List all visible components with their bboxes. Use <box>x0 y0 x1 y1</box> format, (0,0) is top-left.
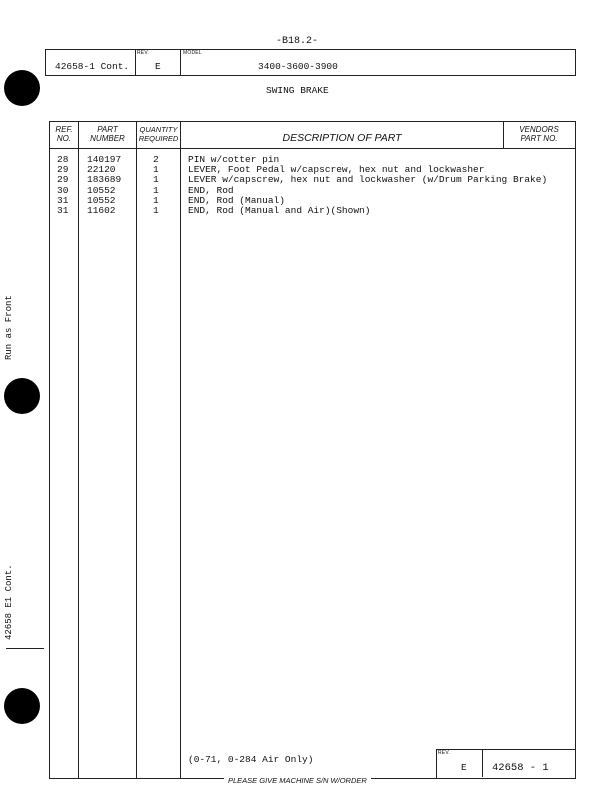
row-description: PIN w/cotter pin <box>188 154 280 165</box>
row-part-number: 22120 <box>87 164 116 176</box>
col-header-vendors-part-no: VENDORS PART NO. <box>519 125 559 143</box>
margin-rule <box>6 648 44 649</box>
header-rev-value: E <box>155 61 161 72</box>
run-as-front-label: Run as Front <box>4 295 14 360</box>
row-ref-no: 28 <box>57 154 69 165</box>
row-part-number: 10552 <box>87 184 116 196</box>
col-header-ref-no: REF. NO. <box>55 125 73 143</box>
row-description: END, Rod <box>188 184 234 196</box>
row-quantity: 1 <box>153 174 159 186</box>
page-number: -B18.2- <box>276 36 319 47</box>
footer-rev-label: REV. <box>438 750 451 756</box>
row-quantity: 1 <box>153 164 159 176</box>
parts-table <box>49 121 576 779</box>
binder-hole-middle <box>4 378 40 414</box>
row-description: LEVER, Foot Pedal w/capscrew, hex nut and lockwasher <box>188 164 485 176</box>
col-header-part-number: PART NUMBER <box>90 125 125 143</box>
footer-rev-value: E <box>461 762 467 773</box>
row-quantity: 1 <box>153 184 159 196</box>
row-description: END, Rod (Manual and Air)(Shown) <box>188 205 371 216</box>
row-ref-no: 30 <box>57 184 69 196</box>
row-part-number: 10552 <box>87 194 116 206</box>
row-description: LEVER w/capscrew, hex nut and lockwasher (w/Drum Parking Brake) <box>188 174 548 186</box>
row-ref-no: 29 <box>57 164 69 176</box>
row-part-number: 140197 <box>87 154 122 165</box>
row-ref-no: 29 <box>57 174 69 186</box>
header-rev-label: REV. <box>137 50 150 56</box>
header-part-reference: 42658-1 Cont. <box>55 61 130 72</box>
row-ref-no: 31 <box>57 205 69 216</box>
footer-note: (0-71, 0-284 Air Only) <box>188 754 314 765</box>
row-part-number: 183689 <box>87 174 122 186</box>
header-model-value: 3400-3600-3900 <box>258 61 338 72</box>
binder-hole-bottom <box>4 688 40 724</box>
footer-page-reference: 42658 - 1 <box>492 762 549 774</box>
row-description: END, Rod (Manual) <box>188 194 285 206</box>
col-header-description: DESCRIPTION OF PART <box>282 132 402 144</box>
col-header-quantity-required: QUANTITY REQUIRED <box>138 125 179 143</box>
row-quantity: 1 <box>153 194 159 206</box>
footer-instruction: PLEASE GIVE MACHINE S/N W/ORDER <box>224 776 371 785</box>
row-part-number: 11602 <box>87 205 116 216</box>
header-model-label: MODEL <box>183 50 202 56</box>
row-quantity: 2 <box>153 154 159 165</box>
section-title: SWING BRAKE <box>266 85 329 96</box>
binder-hole-top <box>4 70 40 106</box>
row-quantity: 1 <box>153 205 159 216</box>
side-part-reference: 42658 E1 Cont. <box>4 564 14 640</box>
row-ref-no: 31 <box>57 194 69 206</box>
